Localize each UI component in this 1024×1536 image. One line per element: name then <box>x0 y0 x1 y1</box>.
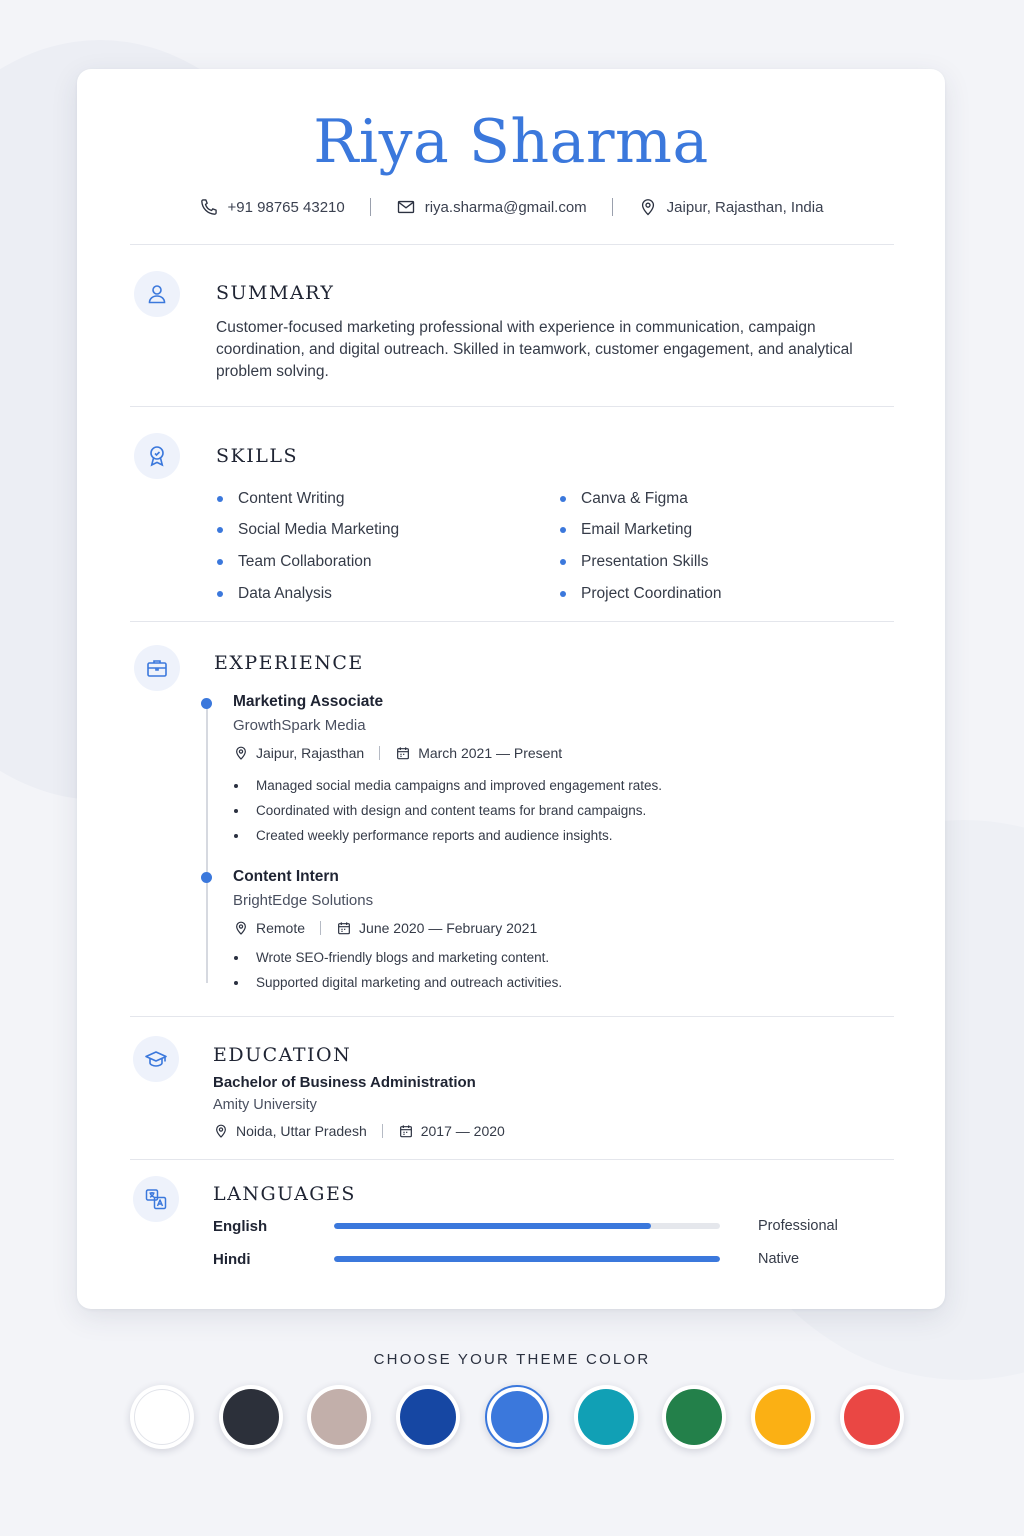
language-name: Hindi <box>213 1250 251 1268</box>
skill-item <box>217 483 399 515</box>
contact-location <box>638 197 824 217</box>
skills-list-right <box>560 483 721 609</box>
theme-swatch[interactable] <box>396 1385 460 1449</box>
job-title: Marketing Associate <box>233 693 384 710</box>
job-bullet <box>234 773 873 798</box>
skill-label: Project Coordination <box>581 584 722 602</box>
bullet-dot <box>560 496 566 502</box>
contact-phone-text: +91 98765 43210 <box>227 198 345 216</box>
education-location <box>213 1123 367 1139</box>
bullet-dot <box>234 834 238 838</box>
skill-item <box>560 483 721 515</box>
education-meta <box>213 1123 853 1139</box>
skill-label: Team Collaboration <box>238 552 372 570</box>
summary-section-icon <box>134 271 180 317</box>
education-title: EDUCATION <box>213 1044 352 1066</box>
timeline-dot <box>201 698 212 709</box>
language-level: Native <box>758 1251 800 1267</box>
meta-separator <box>320 921 321 935</box>
job-dates <box>395 745 562 761</box>
contact-email-text: riya.sharma@gmail.com <box>424 198 587 216</box>
swatch-color <box>311 1389 367 1445</box>
job-dates <box>336 920 537 936</box>
skill-item <box>217 578 399 610</box>
bullet-dot <box>217 496 223 502</box>
job-title: Content Intern <box>233 868 339 885</box>
education-section-icon <box>133 1036 179 1082</box>
theme-swatch[interactable] <box>574 1385 638 1449</box>
experience-title: EXPERIENCE <box>214 652 364 674</box>
education-entry <box>213 1074 853 1139</box>
theme-color-label: CHOOSE YOUR THEME COLOR <box>373 1351 651 1368</box>
calendar-icon <box>395 745 411 761</box>
education-school: Amity University <box>213 1097 317 1113</box>
language-proficiency-bar <box>334 1256 720 1262</box>
education-degree: Bachelor of Business Administration <box>213 1074 476 1091</box>
selected-ring <box>485 1385 549 1449</box>
education-dates <box>398 1123 505 1139</box>
job-bullets <box>234 773 873 848</box>
skills-section-icon <box>134 433 180 479</box>
contact-location-text: Jaipur, Rajasthan, India <box>666 198 824 216</box>
job-location <box>233 920 305 936</box>
resume-card <box>77 69 945 1309</box>
skill-item <box>217 546 399 578</box>
swatch-color <box>666 1389 722 1445</box>
skill-label: Social Media Marketing <box>238 521 400 539</box>
language-row <box>213 1214 853 1238</box>
phone-icon <box>199 197 219 217</box>
job-company: BrightEdge Solutions <box>233 892 374 909</box>
contact-separator <box>612 198 613 216</box>
skill-item <box>217 515 399 547</box>
bullet-dot <box>234 784 238 788</box>
bullet-dot <box>560 559 566 565</box>
contact-email <box>396 197 587 217</box>
location-pin-icon <box>233 745 249 761</box>
job-bullet <box>234 970 873 995</box>
skill-label: Email Marketing <box>581 521 693 539</box>
job-meta <box>233 745 873 761</box>
translate-icon <box>144 1187 168 1211</box>
mail-icon <box>396 197 416 217</box>
bullet-dot <box>217 559 223 565</box>
job-entry <box>233 868 873 995</box>
bullet-dot <box>560 591 566 597</box>
divider <box>130 621 894 622</box>
job-bullet-text: Coordinated with design and content teams for brand campaigns. <box>256 803 647 818</box>
language-proficiency-fill <box>334 1223 651 1229</box>
theme-swatch[interactable] <box>840 1385 904 1449</box>
location-pin-icon <box>213 1123 229 1139</box>
theme-color-picker <box>130 1385 900 1451</box>
briefcase-icon <box>145 656 169 680</box>
bullet-dot <box>234 809 238 813</box>
theme-swatch[interactable] <box>130 1385 194 1449</box>
job-bullet-text: Wrote SEO-friendly blogs and marketing content. <box>256 950 550 965</box>
swatch-color <box>578 1389 634 1445</box>
education-dates-text: 2017 — 2020 <box>420 1123 505 1139</box>
theme-swatch[interactable] <box>307 1385 371 1449</box>
job-company: GrowthSpark Media <box>233 717 366 734</box>
bullet-dot <box>234 981 238 985</box>
job-location-text: Remote <box>256 920 306 936</box>
skill-label: Data Analysis <box>238 584 332 602</box>
divider <box>130 244 894 245</box>
job-bullets <box>234 945 873 995</box>
graduation-cap-icon <box>144 1047 168 1071</box>
languages-title: LANGUAGES <box>213 1183 356 1205</box>
skills-title: SKILLS <box>216 445 298 467</box>
award-icon <box>145 444 169 468</box>
summary-text: Customer-focused marketing professional with experience in communication, campaign coordination, and digital outreach. Skilled in teamwork, customer engagement, and analytical problem solving. <box>216 319 853 380</box>
language-proficiency-bar <box>334 1223 720 1229</box>
language-proficiency-fill <box>334 1256 720 1262</box>
job-bullet-text: Created weekly performance reports and audience insights. <box>256 828 613 843</box>
theme-swatch[interactable] <box>751 1385 815 1449</box>
bullet-dot <box>234 956 238 960</box>
language-name: English <box>213 1217 268 1235</box>
bullet-dot <box>560 527 566 533</box>
divider <box>130 1016 894 1017</box>
skills-list-left <box>217 483 399 609</box>
education-location-text: Noida, Uttar Pradesh <box>236 1123 367 1139</box>
location-pin-icon <box>638 197 658 217</box>
skill-label: Canva & Figma <box>581 489 688 507</box>
meta-separator <box>382 1124 383 1138</box>
job-dates-text: March 2021 — Present <box>418 745 563 761</box>
job-entry <box>233 693 873 848</box>
theme-swatch[interactable] <box>662 1385 726 1449</box>
experience-section-icon <box>134 645 180 691</box>
swatch-color <box>755 1389 811 1445</box>
job-bullet <box>234 945 873 970</box>
skill-label: Presentation Skills <box>581 552 709 570</box>
resume-name: Riya Sharma <box>313 107 709 177</box>
bullet-dot <box>217 527 223 533</box>
skill-item <box>560 515 721 547</box>
skill-item <box>560 546 721 578</box>
job-dates-text: June 2020 — February 2021 <box>359 920 538 936</box>
language-level: Professional <box>758 1218 838 1234</box>
job-location <box>233 745 364 761</box>
theme-swatch[interactable] <box>485 1385 549 1449</box>
theme-swatch[interactable] <box>219 1385 283 1449</box>
contact-phone <box>199 197 345 217</box>
contact-separator <box>370 198 371 216</box>
job-meta <box>233 920 873 936</box>
job-location-text: Jaipur, Rajasthan <box>256 745 365 761</box>
timeline-line <box>206 703 208 983</box>
job-bullet <box>234 798 873 823</box>
job-bullet-text: Managed social media campaigns and improved engagement rates. <box>256 778 662 793</box>
skill-label: Content Writing <box>238 489 345 507</box>
summary-title: SUMMARY <box>216 282 335 304</box>
user-icon <box>145 282 169 306</box>
calendar-icon <box>398 1123 414 1139</box>
contact-bar <box>77 197 945 217</box>
language-row <box>213 1247 853 1271</box>
swatch-color <box>844 1389 900 1445</box>
location-pin-icon <box>233 920 249 936</box>
timeline-dot <box>201 872 212 883</box>
skill-item <box>560 578 721 610</box>
swatch-color <box>223 1389 279 1445</box>
swatch-color <box>400 1389 456 1445</box>
bullet-dot <box>217 591 223 597</box>
swatch-color <box>134 1389 190 1445</box>
divider <box>130 1159 894 1160</box>
job-bullet <box>234 823 873 848</box>
meta-separator <box>379 746 380 760</box>
languages-section-icon <box>133 1176 179 1222</box>
divider <box>130 406 894 407</box>
calendar-icon <box>336 920 352 936</box>
job-bullet-text: Supported digital marketing and outreach activities. <box>256 975 563 990</box>
